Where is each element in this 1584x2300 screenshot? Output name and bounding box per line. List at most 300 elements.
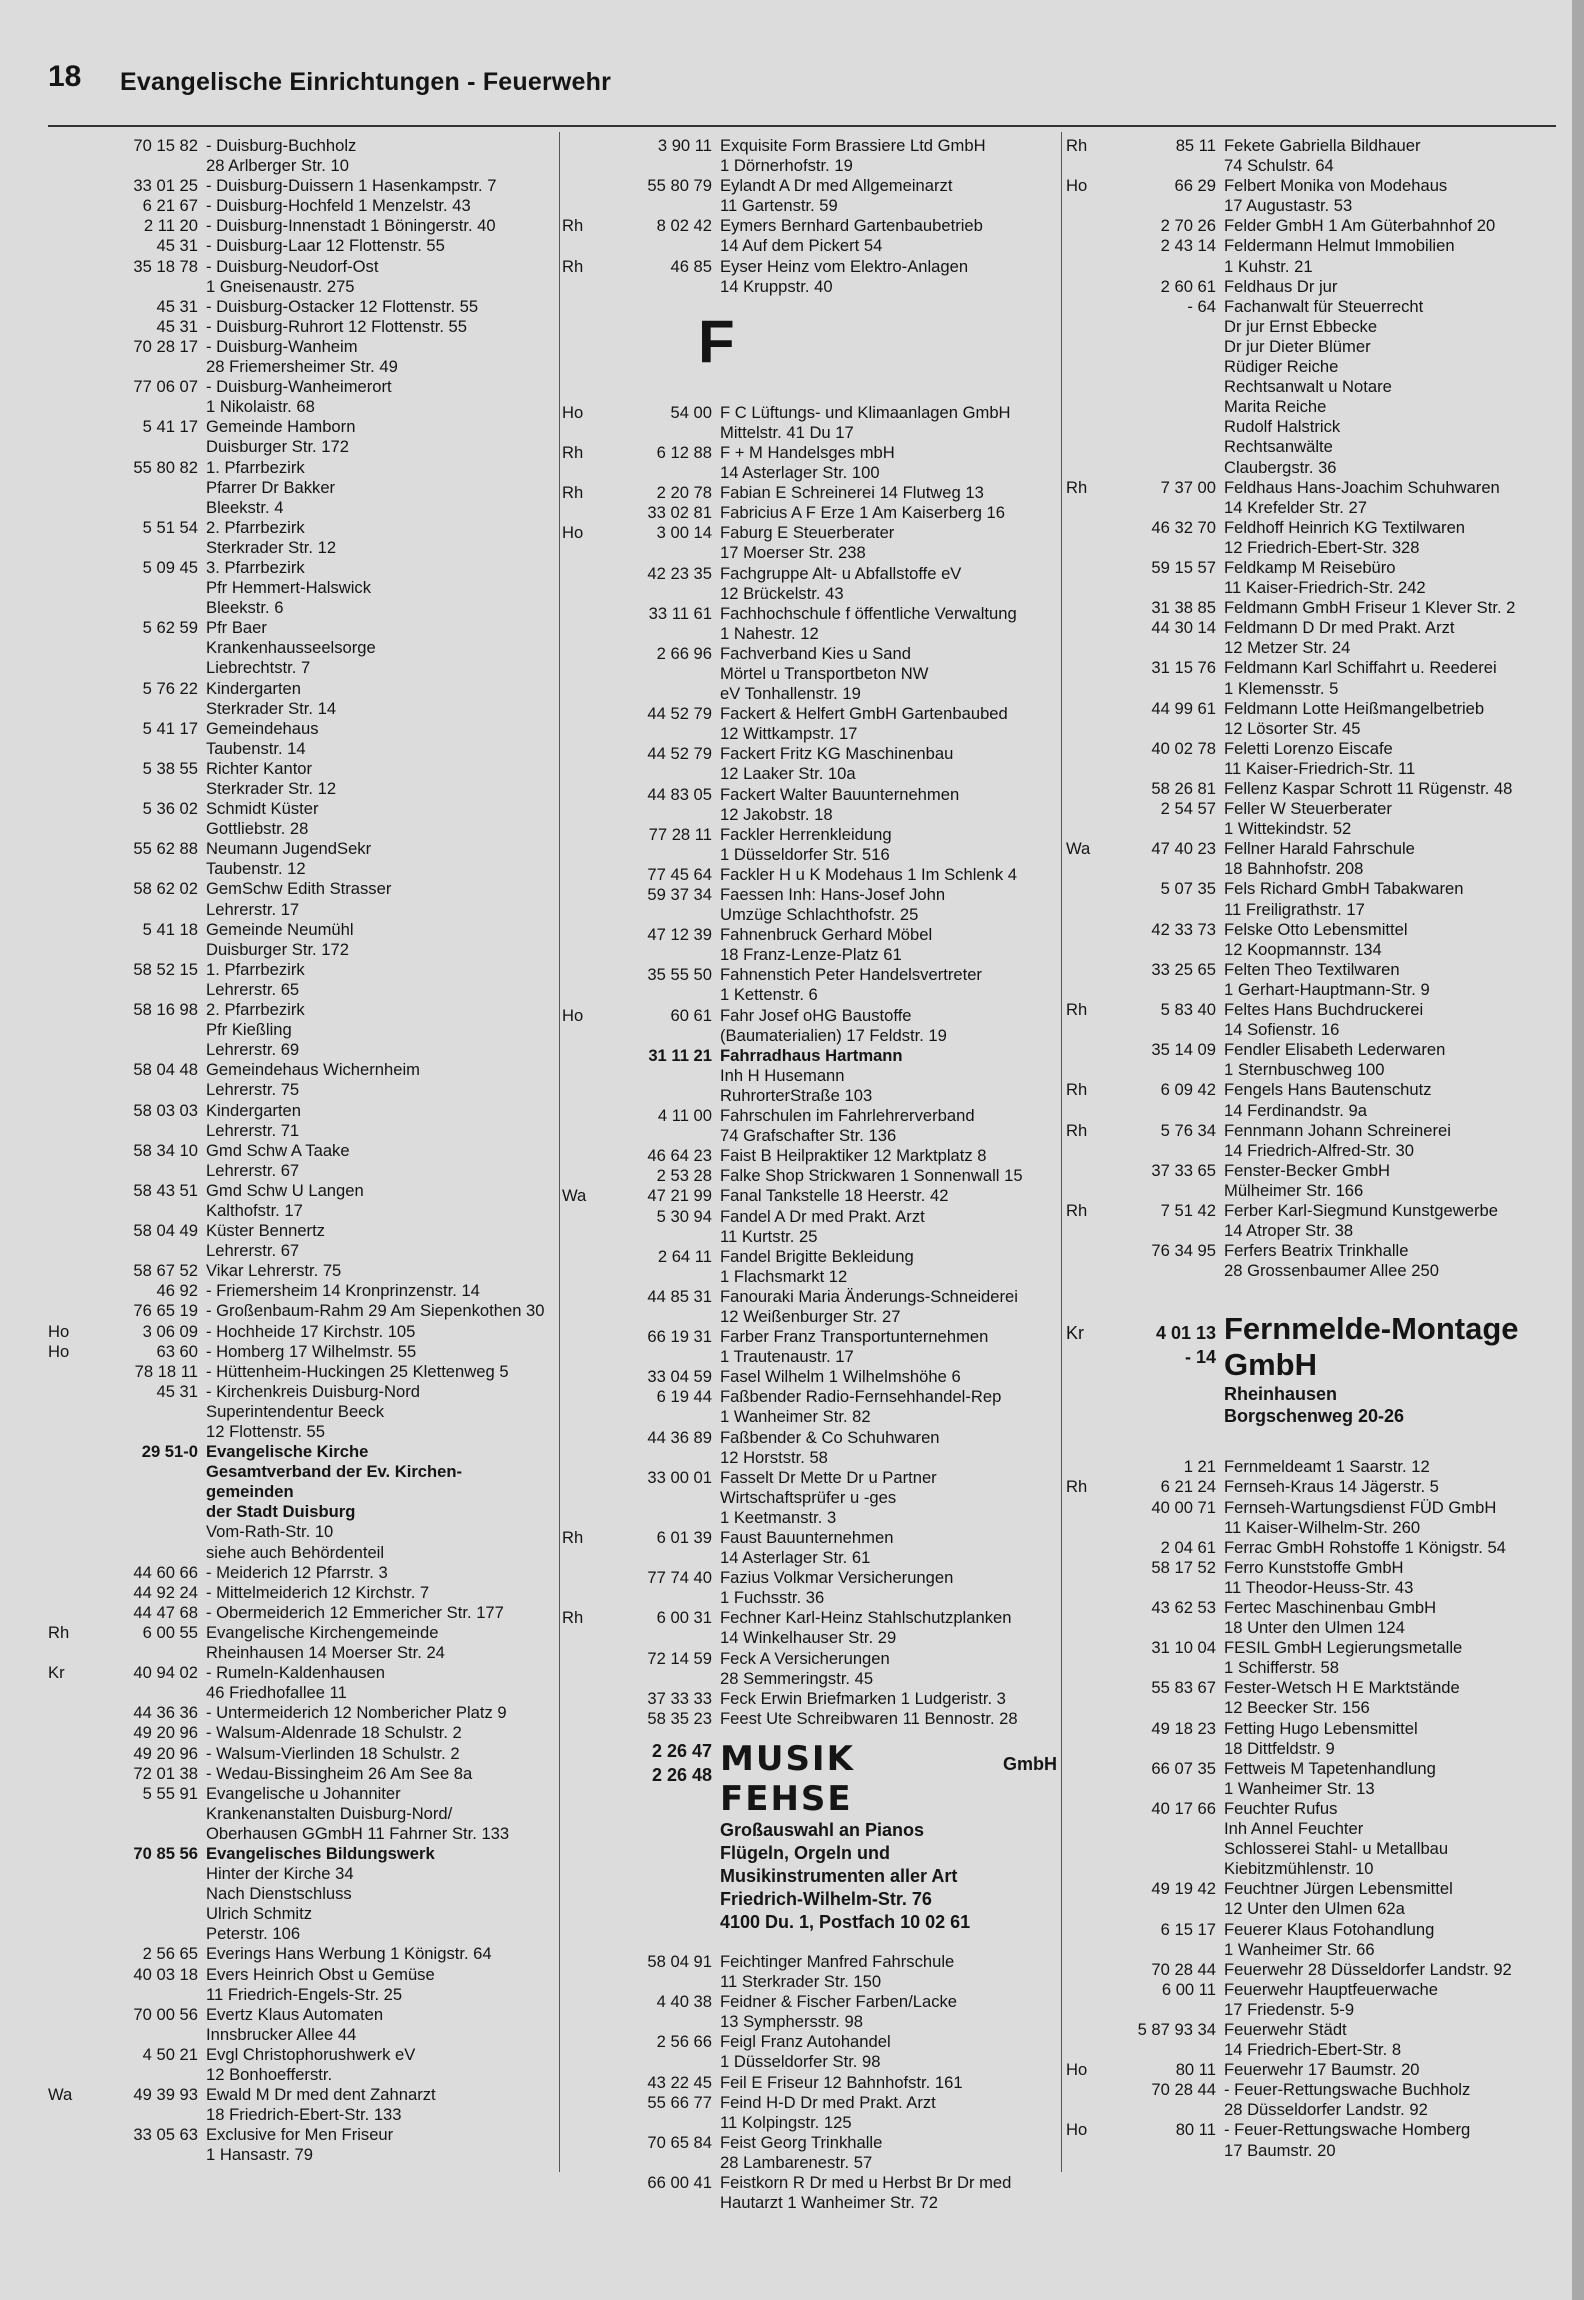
- entry-phone-number: 58 52 15: [133, 959, 198, 979]
- entry-area-prefix: [562, 2153, 604, 2173]
- directory-entry: [1066, 216, 1556, 236]
- entry-phone-number: 5 09 45: [142, 557, 198, 577]
- entry-phone-number: 6 21 24: [1160, 1477, 1216, 1497]
- entry-text: Fachanwalt für Steuerrecht: [1224, 296, 1424, 316]
- entry-text: Taubenstr. 14: [206, 738, 306, 758]
- entry-phone-number: 70 85 56: [133, 1843, 198, 1863]
- entry-area-prefix: [48, 1141, 90, 1161]
- entry-area-prefix: [562, 1026, 604, 1046]
- entry-phone-number: [98, 779, 198, 799]
- directory-entry: [562, 1287, 1057, 1307]
- directory-entry: [562, 1628, 1057, 1648]
- entry-area-prefix: [562, 2193, 604, 2213]
- entry-text: - Hochheide 17 Kirchstr. 105: [206, 1321, 416, 1341]
- entry-text: 12 Lösorter Str. 45: [1224, 718, 1361, 738]
- entry-area-prefix: [1066, 397, 1108, 417]
- entry-area-prefix: [562, 1166, 604, 1186]
- entry-text: Neumann JugendSekr: [206, 839, 372, 859]
- directory-entry: [48, 1502, 556, 1522]
- entry-text: 1 Nikolaistr. 68: [206, 397, 315, 417]
- entry-phone-number: 42 33 73: [1151, 919, 1216, 939]
- entry-text: Rechtsanwälte: [1224, 437, 1333, 457]
- entry-phone-number: 47 40 23: [1151, 839, 1216, 859]
- directory-entry: [1066, 176, 1556, 196]
- entry-text: Fellner Harald Fahrschule: [1224, 839, 1415, 859]
- entry-area-prefix: [562, 423, 604, 443]
- entry-phone-number: [98, 1402, 198, 1422]
- directory-entry: [1066, 417, 1556, 437]
- page-header: [48, 58, 1548, 104]
- entry-area-prefix: [562, 1247, 604, 1267]
- entry-area-prefix: [48, 940, 90, 960]
- entry-phone-number: [612, 2193, 712, 2213]
- entry-text: Feldermann Helmut Immobilien: [1224, 236, 1455, 256]
- entry-text: 2. Pfarrbezirk: [206, 517, 305, 537]
- entry-text: Fasselt Dr Mette Dr u Partner: [720, 1467, 937, 1487]
- entry-area-prefix: [48, 980, 90, 1000]
- directory-entry: [1066, 598, 1556, 618]
- entry-phone-number: [1116, 156, 1216, 176]
- entry-phone-number: 33 00 01: [647, 1467, 712, 1487]
- directory-entry: [1066, 1899, 1556, 1919]
- entry-text: Pfr Kießling: [206, 1020, 292, 1040]
- directory-entry: [562, 945, 1057, 965]
- entry-area-prefix: [48, 2025, 90, 2045]
- entry-area-prefix: [48, 1723, 90, 1743]
- entry-phone-number: 5 87 93 34: [1137, 2019, 1216, 2039]
- entry-phone-number: 40 03 18: [133, 1964, 198, 1984]
- entry-text: Fabricius A F Erze 1 Am Kaiserberg 16: [720, 503, 1005, 523]
- directory-entry: [48, 1442, 556, 1462]
- directory-entry: [1066, 658, 1556, 678]
- ad-text-line: Musikinstrumenten aller Art: [720, 1865, 958, 1886]
- entry-phone-number: 55 62 88: [133, 839, 198, 859]
- entry-phone-number: 55 80 79: [647, 176, 712, 196]
- directory-entry: [562, 1247, 1057, 1267]
- entry-phone-number: 45 31: [156, 236, 198, 256]
- ad-subtitle: Rheinhausen: [1224, 1384, 1338, 1405]
- entry-phone-number: [1116, 2040, 1216, 2060]
- page-edge-shadow: [1572, 0, 1584, 2300]
- entry-area-prefix: [1066, 1101, 1108, 1121]
- entry-area-prefix: [562, 463, 604, 483]
- entry-area-prefix: [48, 1784, 90, 1804]
- entry-phone-number: 44 83 05: [647, 784, 712, 804]
- entry-phone-number: 33 04 59: [647, 1367, 712, 1387]
- fernmelde-montage-advertisement: [1066, 1311, 1556, 1427]
- directory-entry: [1066, 1000, 1556, 1020]
- entry-phone-number: 46 92: [156, 1281, 198, 1301]
- entry-area-prefix: [1066, 498, 1108, 518]
- entry-text: Feltes Hans Buchdruckerei: [1224, 1000, 1424, 1020]
- directory-entry: [1066, 156, 1556, 176]
- directory-entry: [562, 925, 1057, 945]
- entry-area-prefix: [48, 1201, 90, 1221]
- directory-entry: [48, 1965, 556, 1985]
- directory-entry: [1066, 236, 1556, 256]
- entry-phone-number: [98, 1241, 198, 1261]
- entry-text: Gemeinde Neumühl: [206, 919, 354, 939]
- entry-text: Rudolf Halstrick: [1224, 417, 1341, 437]
- directory-entry: [562, 136, 1057, 156]
- directory-entry: [562, 905, 1057, 925]
- entry-phone-number: 58 67 52: [133, 1261, 198, 1281]
- directory-entry: [562, 764, 1057, 784]
- entry-text: Dr jur Dieter Blümer: [1224, 336, 1371, 356]
- entry-text: siehe auch Behördenteil: [206, 1542, 385, 1562]
- entry-text: 11 Kurtstr. 25: [720, 1226, 818, 1246]
- entry-text: Ferrac GmbH Rohstoffe 1 Königstr. 54: [1224, 1537, 1506, 1557]
- directory-entry: [48, 216, 556, 236]
- entry-phone-number: [98, 1985, 198, 2005]
- directory-entry: [562, 1106, 1057, 1126]
- entry-text: Lehrerstr. 69: [206, 1040, 300, 1060]
- entry-text: 12 Bonhoefferstr.: [206, 2065, 333, 2084]
- directory-entry: [1066, 1161, 1556, 1181]
- entry-text: Ewald M Dr med dent Zahnarzt: [206, 2085, 436, 2105]
- directory-entry: [562, 664, 1057, 684]
- entry-phone-number: [1116, 1060, 1216, 1080]
- entry-area-prefix: [562, 744, 604, 764]
- directory-entry: [48, 1281, 556, 1301]
- entry-area-prefix: [1066, 1598, 1108, 1618]
- entry-area-prefix: [562, 1327, 604, 1347]
- entry-area-prefix: [562, 196, 604, 216]
- entry-text: Krankenanstalten Duisburg-Nord/: [206, 1803, 453, 1823]
- entry-text: - Homberg 17 Wilhelmstr. 55: [206, 1341, 417, 1361]
- entry-area-prefix: Wa: [48, 2085, 73, 2105]
- entry-phone-number: 2 54 57: [1160, 799, 1216, 819]
- entry-area-prefix: [562, 885, 604, 905]
- entry-phone-number: 44 52 79: [647, 744, 712, 764]
- entry-phone-number: [1116, 1221, 1216, 1241]
- entry-text: Evangelische Kirchengemeinde: [206, 1622, 439, 1642]
- entry-phone-number: [98, 1543, 198, 1563]
- directory-entry: [562, 2073, 1057, 2093]
- entry-text: Fertec Maschinenbau GmbH: [1224, 1598, 1437, 1617]
- entry-text: Feuchter Rufus: [1224, 1798, 1338, 1818]
- entry-phone-number: 66 19 31: [647, 1327, 712, 1347]
- entry-phone-number: [612, 664, 712, 684]
- directory-entry: [562, 2153, 1057, 2173]
- entry-phone-number: [612, 1307, 712, 1327]
- entry-phone-number: [98, 900, 198, 920]
- entry-phone-number: [1116, 900, 1216, 920]
- directory-entry: [48, 1744, 556, 1764]
- entry-area-prefix: Rh: [1066, 1120, 1088, 1140]
- entry-area-prefix: [48, 2005, 90, 2025]
- entry-phone-number: 5 76 34: [1160, 1120, 1216, 1140]
- entry-area-prefix: [48, 920, 90, 940]
- entry-text: 1 Flachsmarkt 12: [720, 1266, 848, 1286]
- entry-area-prefix: [1066, 1518, 1108, 1538]
- entry-area-prefix: [562, 764, 604, 784]
- entry-area-prefix: [48, 1904, 90, 1924]
- entry-area-prefix: [562, 1207, 604, 1227]
- entry-phone-number: [98, 980, 198, 1000]
- directory-entry: [562, 1347, 1057, 1367]
- entry-area-prefix: [48, 618, 90, 638]
- entry-phone-number: [1116, 1141, 1216, 1161]
- entry-phone-number: [98, 859, 198, 879]
- directory-entry: [48, 1864, 556, 1884]
- directory-entry: [1066, 1020, 1556, 1040]
- directory-entry: [562, 2093, 1057, 2113]
- directory-entry: [562, 744, 1057, 764]
- entry-text: Fellenz Kaspar Schrott 11 Rügenstr. 48: [1224, 779, 1513, 798]
- entry-phone-number: 3 90 11: [657, 136, 712, 155]
- entry-text: Gesamtverband der Ev. Kirchen-: [206, 1462, 463, 1482]
- entry-phone-number: 2 53 28: [656, 1166, 712, 1186]
- entry-area-prefix: [48, 196, 90, 216]
- directory-entry: [1066, 1101, 1556, 1121]
- directory-entry: [1066, 1980, 1556, 2000]
- entry-text: Feuerer Klaus Fotohandlung: [1224, 1919, 1435, 1939]
- directory-entry: [48, 458, 556, 478]
- entry-list: [562, 136, 1057, 297]
- entry-area-prefix: Ho: [562, 402, 584, 422]
- directory-entry: [562, 1186, 1057, 1206]
- directory-entry: [48, 1522, 556, 1542]
- directory-entry: [48, 1583, 556, 1603]
- directory-entry: [1066, 558, 1556, 578]
- entry-text: Faessen Inh: Hans-Josef John: [720, 885, 946, 904]
- entry-text: - Duisburg-Hochfeld 1 Menzelstr. 43: [206, 196, 471, 216]
- directory-entry: [562, 2193, 1057, 2213]
- entry-area-prefix: [48, 1864, 90, 1884]
- entry-area-prefix: [562, 1126, 604, 1146]
- entry-area-prefix: [48, 759, 90, 779]
- entry-phone-number: 37 33 33: [647, 1688, 712, 1708]
- directory-entry: [48, 1462, 556, 1482]
- entry-phone-number: [612, 2113, 712, 2133]
- directory-entry: [48, 1342, 556, 1362]
- entry-phone-number: [612, 805, 712, 825]
- entry-phone-number: 2 20 78: [656, 483, 712, 503]
- entry-phone-number: [98, 1804, 198, 1824]
- directory-entry: [48, 1000, 556, 1020]
- entry-phone-number: [612, 423, 712, 443]
- entry-text: Lehrerstr. 17: [206, 899, 300, 919]
- directory-entry: [1066, 1261, 1556, 1281]
- entry-text: 14 Asterlager Str. 100: [720, 463, 880, 483]
- entry-phone-number: [612, 1407, 712, 1427]
- entry-phone-number: [98, 478, 198, 498]
- directory-entry: [562, 423, 1057, 443]
- directory-entry: [48, 437, 556, 457]
- entry-area-prefix: Rh: [562, 483, 584, 503]
- entry-area-prefix: [1066, 196, 1108, 216]
- directory-entry: [48, 1904, 556, 1924]
- entry-area-prefix: [48, 900, 90, 920]
- directory-entry: [1066, 317, 1556, 337]
- entry-text: Küster Bennertz: [206, 1221, 325, 1241]
- entry-area-prefix: Rh: [562, 216, 584, 236]
- entry-text: Feigl Franz Autohandel: [720, 2032, 891, 2052]
- entry-area-prefix: [1066, 1819, 1108, 1839]
- entry-phone-number: 2 70 26: [1160, 216, 1216, 236]
- entry-text: Faßbender & Co Schuhwaren: [720, 1427, 940, 1447]
- directory-entry: [48, 2005, 556, 2025]
- entry-text: 1 Fuchsstr. 36: [720, 1588, 825, 1608]
- entry-phone-number: 58 34 10: [133, 1140, 198, 1160]
- entry-area-prefix: [48, 498, 90, 518]
- entry-text: Feidner & Fischer Farben/Lacke: [720, 1992, 958, 2012]
- ad-phone-number: - 14: [1184, 1347, 1216, 1368]
- entry-phone-number: [1116, 357, 1216, 377]
- entry-area-prefix: [1066, 920, 1108, 940]
- directory-entry: [48, 397, 556, 417]
- entry-area-prefix: [562, 925, 604, 945]
- entry-area-prefix: [562, 1146, 604, 1166]
- directory-entry: [48, 1402, 556, 1422]
- entry-text: Fackert Walter Bauunternehmen: [720, 784, 960, 804]
- entry-text: Feist Georg Trinkhalle: [720, 2132, 883, 2152]
- directory-entry: [1066, 458, 1556, 478]
- entry-text: Fanouraki Maria Änderungs-Schneiderei: [720, 1286, 1018, 1306]
- entry-text: Fendler Elisabeth Lederwaren: [1224, 1040, 1446, 1060]
- directory-entry: [1066, 478, 1556, 498]
- entry-text: - Duisburg-Duissern 1 Hasenkampstr. 7: [206, 176, 497, 196]
- directory-entry: [48, 1121, 556, 1141]
- directory-entry: [1066, 1859, 1556, 1879]
- directory-entry: [1066, 879, 1556, 899]
- entry-area-prefix: [1066, 2020, 1108, 2040]
- ad-brand-line: [720, 1739, 1057, 1819]
- directory-entry: [1066, 960, 1556, 980]
- entry-phone-number: [98, 1080, 198, 1100]
- entry-area-prefix: [1066, 1638, 1108, 1658]
- entry-area-prefix: Ho: [562, 1005, 584, 1025]
- directory-entry: [48, 1060, 556, 1080]
- column-divider-2: [1061, 132, 1062, 2172]
- directory-entry: [562, 885, 1057, 905]
- directory-entry: [48, 719, 556, 739]
- entry-area-prefix: [1066, 1181, 1108, 1201]
- entry-area-prefix: [1066, 1261, 1108, 1281]
- entry-area-prefix: [1066, 1940, 1108, 1960]
- entry-area-prefix: [1066, 578, 1108, 598]
- entry-text: Ferber Karl-Siegmund Kunstgewerbe: [1224, 1200, 1498, 1220]
- entry-phone-number: [612, 543, 712, 563]
- entry-text: 1. Pfarrbezirk: [206, 959, 305, 979]
- entry-area-prefix: [562, 1407, 604, 1427]
- ad-brand-logo: MUSIK FEHSE: [720, 1738, 855, 1819]
- directory-entry: [48, 940, 556, 960]
- entry-text: Ferro Kunststoffe GmbH: [1224, 1557, 1404, 1577]
- entry-text: Fackler H u K Modehaus 1 Im Schlenk 4: [720, 864, 1017, 884]
- entry-phone-number: 5 62 59: [142, 618, 198, 638]
- directory-entry: [1066, 1518, 1556, 1538]
- entry-phone-number: [1116, 819, 1216, 839]
- entry-text: Eymers Bernhard Gartenbaubetrieb: [720, 216, 983, 236]
- entry-area-prefix: [1066, 1678, 1108, 1698]
- directory-entry: [48, 478, 556, 498]
- entry-area-prefix: [1066, 1839, 1108, 1859]
- entry-phone-number: [1116, 437, 1216, 457]
- entry-phone-number: [1116, 1020, 1216, 1040]
- entry-text: 1 Düsseldorfer Str. 516: [720, 844, 890, 864]
- directory-entry: [48, 1663, 556, 1683]
- directory-entry: [48, 1703, 556, 1723]
- entry-text: Marita Reiche: [1224, 397, 1327, 417]
- entry-area-prefix: [1066, 2100, 1108, 2120]
- entry-text: Mörtel u Transportbeton NW: [720, 663, 929, 683]
- entry-phone-number: 44 47 68: [133, 1602, 198, 1622]
- entry-text: 18 Franz-Lenze-Platz 61: [720, 945, 902, 965]
- entry-area-prefix: [48, 1161, 90, 1181]
- directory-entry: [1066, 2100, 1556, 2120]
- ad-text-line: Friedrich-Wilhelm-Str. 76: [720, 1888, 932, 1909]
- entry-phone-number: 72 14 59: [647, 1648, 712, 1668]
- entry-area-prefix: [1066, 277, 1108, 297]
- entry-area-prefix: [48, 819, 90, 839]
- entry-area-prefix: [562, 2032, 604, 2052]
- entry-phone-number: [98, 2065, 198, 2085]
- entry-text: 11 Sterkrader Str. 150: [720, 1972, 882, 1992]
- directory-entry: [1066, 1779, 1556, 1799]
- entry-area-prefix: [562, 1367, 604, 1387]
- entry-phone-number: [1116, 1779, 1216, 1799]
- entry-area-prefix: [48, 176, 90, 196]
- directory-entry: [1066, 859, 1556, 879]
- entry-text: 11 Kaiser-Friedrich-Str. 242: [1224, 578, 1426, 598]
- entry-phone-number: 33 25 65: [1151, 959, 1216, 979]
- directory-entry: [48, 759, 556, 779]
- directory-entry: [48, 1322, 556, 1342]
- entry-text: 12 Friedrich-Ebert-Str. 328: [1224, 537, 1420, 557]
- entry-text: Gottliebstr. 28: [206, 819, 309, 839]
- directory-entry: [562, 1528, 1057, 1548]
- entry-phone-number: 6 21 67: [142, 196, 198, 216]
- entry-area-prefix: [1066, 518, 1108, 538]
- entry-phone-number: 58 26 81: [1151, 779, 1216, 798]
- entry-area-prefix: [562, 543, 604, 563]
- entry-phone-number: [612, 724, 712, 744]
- directory-entry: [1066, 1678, 1556, 1698]
- entry-phone-number: [98, 2105, 198, 2125]
- directory-entry: [1066, 1221, 1556, 1241]
- entry-phone-number: [612, 845, 712, 865]
- entry-phone-number: [98, 598, 198, 618]
- entry-text: Fernseh-Wartungsdienst FÜD GmbH: [1224, 1497, 1497, 1517]
- entry-phone-number: [1116, 317, 1216, 337]
- entry-phone-number: 55 66 77: [647, 2092, 712, 2112]
- entry-text: eV Tonhallenstr. 19: [720, 684, 861, 704]
- entry-phone-number: 55 83 67: [1151, 1678, 1216, 1698]
- entry-text: - Duisburg-Laar 12 Flottenstr. 55: [206, 236, 445, 256]
- directory-entry: [48, 980, 556, 1000]
- entry-area-prefix: Rh: [562, 442, 584, 462]
- entry-phone-number: [612, 684, 712, 704]
- entry-area-prefix: [48, 377, 90, 397]
- entry-text: Exquisite Form Brassiere Ltd GmbH: [720, 136, 986, 155]
- entry-area-prefix: [48, 1442, 90, 1462]
- directory-entry: [1066, 578, 1556, 598]
- entry-phone-number: 70 28 44: [1151, 1959, 1216, 1979]
- directory-entry: [1066, 618, 1556, 638]
- entry-text: 28 Lambarenestr. 57: [720, 2152, 873, 2172]
- entry-area-prefix: [48, 1884, 90, 1904]
- entry-phone-number: [98, 1824, 198, 1844]
- entry-phone-number: 4 40 38: [656, 1992, 712, 2012]
- entry-text: 14 Ferdinandstr. 9a: [1224, 1100, 1367, 1120]
- entry-area-prefix: [562, 2173, 604, 2193]
- entry-text: Wirtschaftsprüfer u -ges: [720, 1487, 897, 1507]
- column-3: [1066, 136, 1556, 2161]
- directory-entry: [1066, 1879, 1556, 1899]
- directory-entry: [48, 839, 556, 859]
